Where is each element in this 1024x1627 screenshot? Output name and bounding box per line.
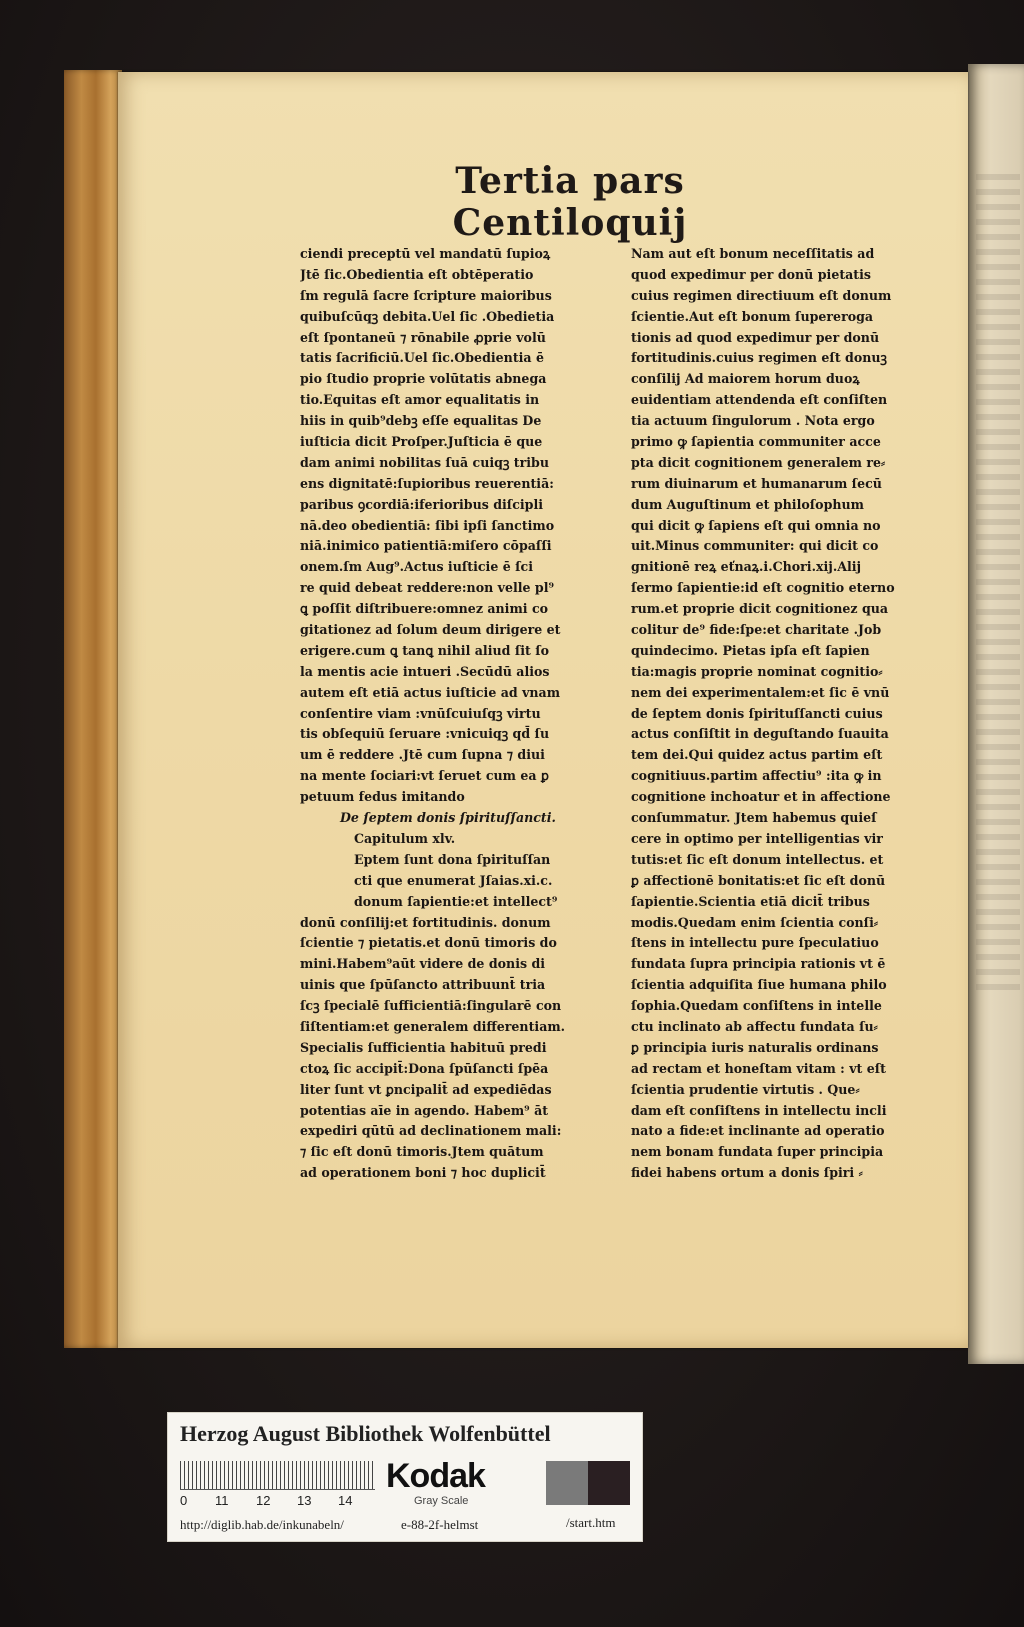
text-line: la mentis acie intueri .Secūdū alios (300, 663, 550, 679)
text-line: ſtens in intellectu pure ſpeculatiuo (631, 935, 879, 951)
text-line: cere in optimo per intelligentias vir (631, 830, 883, 846)
text-line: quindecimo. Pietas ipſa eſt ſapien (631, 642, 870, 658)
text-line: ꝑ principia iuris naturalis ordinans (631, 1039, 879, 1055)
text-line: dum Auguſtinum et philoſophum (631, 496, 865, 512)
text-line: conſummatur. Jtem habemus quieſ (631, 810, 877, 826)
text-line: autem eſt etiā actus iuſticie ad vnam (300, 684, 561, 700)
text-line: euidentiam attendenda eſt conſiſten (631, 392, 888, 408)
chapter-opening-line: cti que enumerat Jſaias.xi.c. (354, 872, 553, 888)
text-line: ſapientie.Scientia etiā dicit̄ tribus (631, 893, 870, 909)
text-line: uinis que ſpūſancto attribuunt̄ tria (300, 977, 546, 993)
right-text-column (631, 244, 905, 1184)
library-target-card (167, 1412, 643, 1542)
text-line: ad operationem boni ⁊ hoc duplicit̄ (300, 1165, 546, 1181)
text-line: expediri qūtū ad declinationem mali: (300, 1123, 562, 1139)
text-line: onem.ſm Aug⁹.Actus iuſticie ē ſci (300, 559, 534, 575)
text-line: tia actuum ſingulorum . Nota ergo (631, 413, 875, 429)
text-line: fundata ſupra principia rationis vt ē (631, 956, 886, 972)
left-text-column (300, 244, 574, 1184)
text-line: nem dei experimentalem:et ſic ē vnū (631, 684, 890, 700)
text-line: liter ſunt vt ꝑncipalit̄ ad expediēdas (300, 1081, 552, 1097)
ruler-number: 14 (338, 1493, 353, 1508)
chapter-title: De ſeptem donis ſpirituſſancti. (340, 810, 556, 826)
kodak-logo: Kodak (386, 1457, 485, 1495)
text-line: na mente ſociari:vt ſeruet cum ea ꝑ (300, 768, 549, 784)
text-line: pio ſtudio proprie volūtatis abnega (300, 371, 547, 387)
text-line: quod expedimur per donū pietatis (631, 266, 871, 282)
text-line: petuum fedus imitando (300, 789, 465, 805)
text-line: quibuſcūqꝫ debita.Uel ſic .Obedietia (300, 308, 555, 324)
text-line: paribus ꝯcordiā:iferioribus diſcipli (300, 496, 544, 512)
text-line: eſt ſpontaneū ⁊ rōnabile ꝓprie volū (300, 329, 546, 345)
text-line: conſilij Ad maiorem horum duoꝝ (631, 371, 860, 387)
text-line: cuius regimen directiuum eſt donum (631, 287, 892, 303)
text-line: ſm regulā ſacre ſcripture maioribus (300, 287, 552, 303)
text-line: iuſticia dicit Proſper.Juſticia ē que (300, 434, 543, 450)
text-line: rum.et proprie dicit cognitionez qua (631, 601, 889, 617)
text-line: primo ꝙ ſapientia communiter acce (631, 434, 881, 450)
text-line: ſcientie ⁊ pietatis.et donū timoris do (300, 935, 557, 951)
text-line: cognitiuus.partim affectiu⁹ :ita ꝙ in (631, 768, 882, 784)
text-line: colitur de⁹ fide:ſpe:et charitate .Job (631, 622, 882, 638)
ruler-number: 13 (297, 1493, 312, 1508)
text-line: ſcꝫ ſpecialē ſufficientiā:ſingularē con (300, 998, 562, 1014)
ruler-number: 0 (180, 1493, 188, 1508)
text-line: ſermo ſapientie:id eſt cognitio eterno (631, 580, 895, 596)
text-line: ſcientia adquiſita ſiue humana philo (631, 977, 887, 993)
text-line: tionis ad quod expedimur per donū (631, 329, 880, 345)
text-line: gitationez ad ſolum deum dirigere et (300, 622, 561, 638)
text-line: um ē reddere .Jtē cum ſupna ⁊ diui (300, 747, 545, 763)
text-line: ctu inclinato ab affectu fundata ſu⸗ (631, 1018, 878, 1034)
shelfmark: e-88-2f-helmst (401, 1517, 479, 1532)
book-fore-edge (64, 70, 122, 1348)
text-line: ꝑ affectionē bonitatis:et ſic eſt donū (631, 872, 886, 888)
text-line: qui dicit ꝙ ſapiens eſt qui omnia no (631, 517, 881, 533)
text-line: potentias aīe in agendo. Habem⁹ āt (300, 1102, 549, 1118)
text-line: Nam aut eſt bonum neceſſitatis ad (631, 246, 875, 261)
text-line: donū conſilij:et fortitudinis. donum (300, 914, 551, 930)
text-line: tutis:et ſic eſt donum intellectus. et (631, 851, 884, 867)
text-line: re quid debeat reddere:non velle pl⁹ (300, 580, 555, 596)
facing-page-edge (968, 64, 1024, 1364)
text-line: ſcientia prudentie virtutis . Que⸗ (631, 1081, 860, 1097)
text-line: dam animi nobilitas ſuā cuiqꝫ tribu (300, 454, 549, 470)
text-line: fortitudinis.cuius regimen eſt donuꝫ (631, 350, 887, 366)
text-line: nā.deo obedientiā: ſibi ipſi ſanctimo (300, 517, 555, 533)
text-line: ſophia.Quedam conſiſtens in intelle (631, 998, 882, 1014)
text-line: de ſeptem donis ſpirituſſancti cuius (631, 705, 883, 721)
start-page-link[interactable]: /start.htm (566, 1515, 616, 1530)
ruler-number: 11 (215, 1493, 229, 1508)
text-line: ctoꝝ ſic accipit̄:Dona ſpūſancti ſpēa (300, 1060, 549, 1076)
chapter-number: Capitulum xlv. (354, 830, 456, 846)
text-line: tatis ſacrificiū.Uel ſic.Obedientia ē (300, 350, 544, 366)
text-line: ens dignitatē:ſupioribus reuerentiā: (300, 475, 554, 491)
text-line: ꝗ poſſit diſtribuere:omnez animi co (300, 601, 549, 617)
text-line: dam eſt conſiſtens in intellectu incli (631, 1102, 887, 1118)
library-name: Herzog August Bibliothek Wolfenbüttel (180, 1421, 551, 1446)
text-line: mini.Habem⁹aūt videre de donis di (300, 956, 546, 972)
text-line: cognitione inchoatur et in affectione (631, 789, 891, 805)
show-through-text (976, 174, 1020, 994)
gray-swatch (546, 1461, 588, 1505)
text-line: ⁊ ſic eſt donū timoris.Jtem quātum (300, 1144, 544, 1160)
text-line: pta dicit cognitionem generalem re⸗ (631, 454, 886, 470)
text-line: tia:magis proprie nominat cognitio⸗ (631, 663, 883, 679)
text-line: actus conſiſtit in deguſtando ſuauita (631, 726, 889, 742)
dark-swatch (588, 1461, 630, 1505)
text-line: Specialis ſufficientia habituū predi (300, 1039, 547, 1055)
text-line: gnitionē reꝝ eťnaꝝ.i.Chori.xij.Alij (631, 559, 862, 575)
text-line: fidei habens ortum a donis ſpiri ⸗ (631, 1165, 863, 1181)
text-line: niā.inimico patientiā:miſero cōpaſſi (300, 538, 552, 554)
running-head: Tertia pars Centiloquij (452, 160, 688, 244)
text-line: conſentire viam :vnūſcuiuſqꝫ virtu (300, 705, 541, 721)
text-line: nato a fide:et inclinante ad operatio (631, 1123, 885, 1139)
scale-ruler (180, 1461, 375, 1490)
text-line: erigere.cum ꝗ tanꝗ nihil aliud ſit ſo (300, 642, 550, 658)
text-line: ad rectam et honeſtam vitam : vt eſt (631, 1060, 886, 1076)
text-line: ciendi preceptū vel mandatū ſupioꝝ (300, 246, 551, 261)
chapter-opening-line: donum ſapientie:et intellect⁹ (354, 893, 558, 909)
text-line: hiis in quib⁹debꝫ eſſe equalitas De (300, 413, 542, 429)
ruler-number: 12 (256, 1493, 271, 1508)
text-line: tis obſequiū ſeruare :vnicuiqꝫ qd̄ ſu (300, 726, 550, 742)
text-line: nem bonam fundata ſuper principia (631, 1144, 884, 1160)
chapter-opening-line: Eptem ſunt dona ſpirituſſan (354, 851, 551, 867)
text-line: rum diuinarum et humanarum ſecū (631, 475, 882, 491)
text-line: tio.Equitas eſt amor equalitatis in (300, 392, 540, 408)
text-line: ſiſtentiam:et generalem differentiam. (300, 1018, 566, 1034)
text-line: modis.Quedam enim ſcientia conſi⸗ (631, 914, 879, 930)
text-line: ſcientie.Aut eſt bonum ſupereroga (631, 308, 874, 324)
source-url[interactable]: http://diglib.hab.de/inkunabeln/ (180, 1517, 344, 1532)
text-line: uit.Minus communiter: qui dicit co (631, 538, 879, 554)
text-line: tem dei.Qui quidez actus partim eſt (631, 747, 883, 763)
text-line: Jtē ſic.Obedientia eſt obtēperatio (300, 266, 534, 282)
gray-scale-label: Gray Scale (414, 1495, 469, 1507)
